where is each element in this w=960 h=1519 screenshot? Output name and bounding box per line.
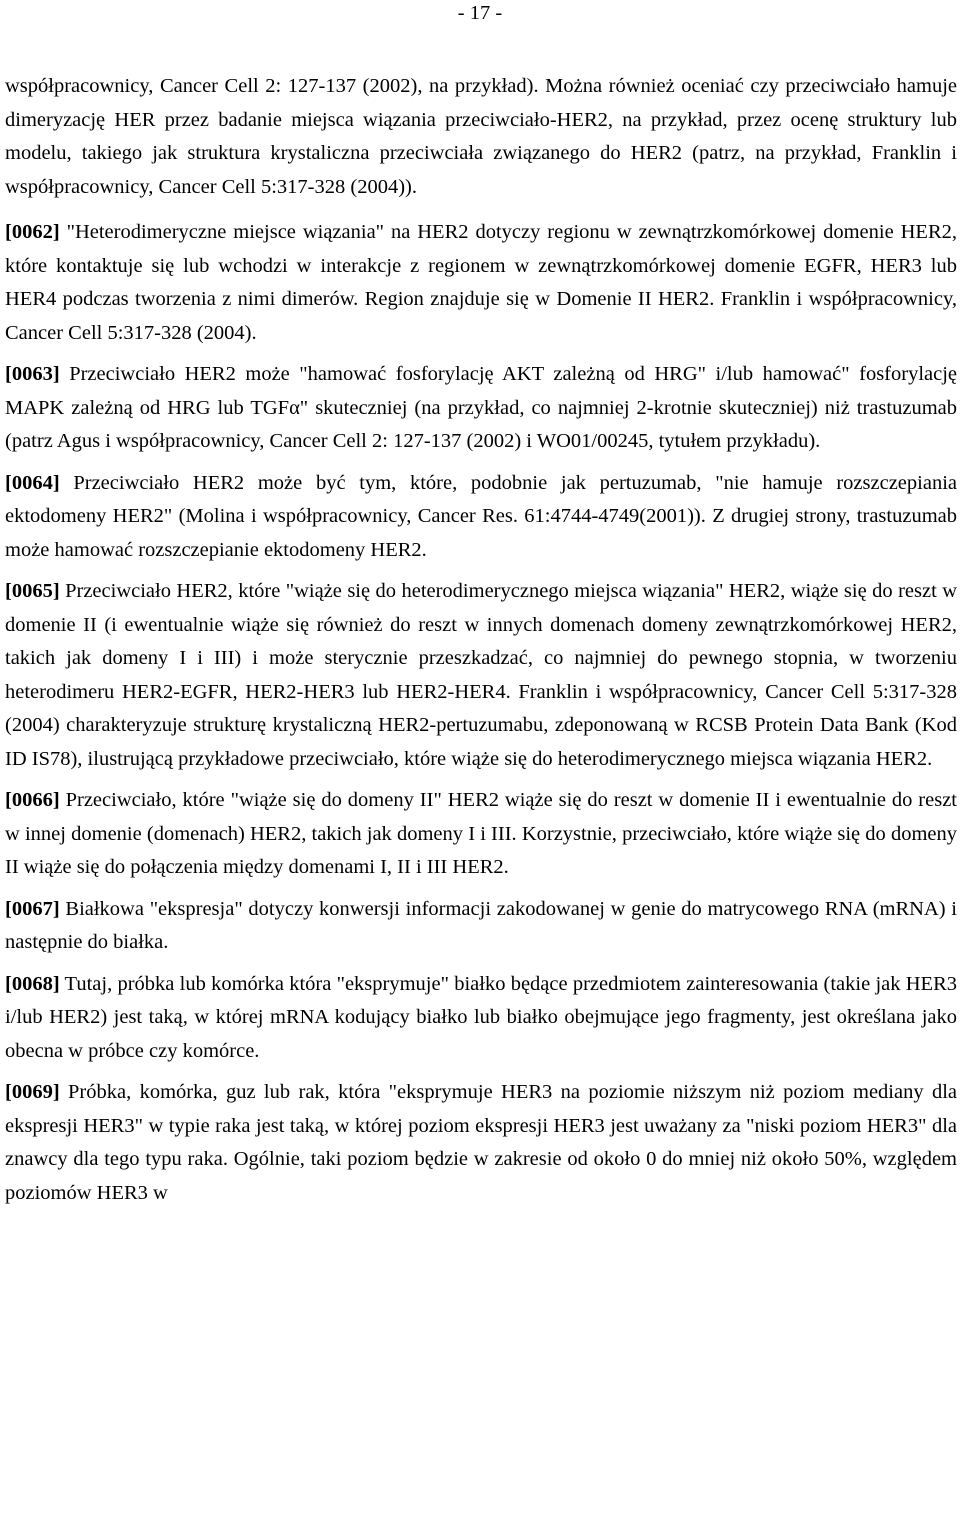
paragraph-text: Białkowa "ekspresja" dotyczy konwersji informacji zakodowanej w genie do matrycowego RNA (mRNA) i następnie do białka. <box>5 897 958 953</box>
paragraph-text: Przeciwciało HER2, które "wiąże się do heterodimerycznego miejsca wiązania" HER2, wiąże się do reszt w domenie II (i ewentualnie wiąże się również do reszt w innych domenach domeny zewnątrzkomórkowej HER2, takich jak domeny I i III) i może sterycznie przeszkadzać, co najmniej do pewnego stopnia, w tworzeniu heterodimeru HER2-EGFR, HER2-HER3 lub HER2-HER4. Franklin i współpracownicy, Cancer Cell 5:317-328 (2004) charakteryzuje strukturę krystaliczną HER2-pertuzumabu, zdeponowaną w RCSB Protein Data Bank (Kod ID IS78), ilustrującą przykładowe przeciwciało, które wiąże się do heterodimerycznego miejsca wiązania HER2. <box>5 580 957 770</box>
paragraph-0066 <box>5 784 957 885</box>
paragraph-text: Próbka, komórka, guz lub rak, która "eksprymuje HER3 na poziomie niższym niż poziom mediany dla ekspresji HER3" w typie raka jest taką, w której poziom ekspresji HER3 jest uważany za "niski poziom HER3" dla znawcy dla tego typu raka. Ogólnie, taki poziom będzie w zakresie od około 0 do mniej niż około 50%, względem poziomów HER3 w <box>5 1081 958 1204</box>
paragraph-text: Tutaj, próbka lub komórka która "eksprymuje" białko będące przedmiotem zainteresowania (takie jak HER3 i/lub HER2) jest taką, w której mRNA kodujący białko lub białko obejmujące jego fragmenty, jest określana jako obecna w próbce czy komórce. <box>5 972 957 1062</box>
paragraph-0067 <box>5 893 957 960</box>
paragraph-number: [0068] <box>5 972 60 995</box>
paragraph-0063 <box>5 358 957 459</box>
paragraph-number: [0062] <box>5 221 60 243</box>
paragraph-number: [0063] <box>5 363 60 385</box>
paragraph-number: [0064] <box>5 471 60 494</box>
paragraph-number: [0065] <box>5 580 60 602</box>
paragraph-text: Przeciwciało HER2 może "hamować fosforylację AKT zależną od HRG" i/lub hamować" fosforylację MAPK zależną od HRG lub TGFα" skuteczniej (na przykład, co najmniej 2-krotnie skuteczniej) niż trastuzumab (patrz Agus i współpracownicy, Cancer Cell 2: 127-137 (2002) i WO01/00245, tytułem przykładu). <box>5 363 958 452</box>
body-text <box>5 70 957 1218</box>
paragraph-text: Przeciwciało, które "wiąże się do domeny II" HER2 wiąże się do reszt w domenie II i ewentualnie do reszt w innej domenie (domenach) HER2, takich jak domeny I i III. Korzystnie, przeciwciało, które wiąże się do domeny II wiąże się do połączenia między domenami I, II i III HER2. <box>5 789 958 878</box>
paragraph-text: "Heterodimeryczne miejsce wiązania" na HER2 dotyczy regionu w zewnątrzkomórkowej domenie HER2, które kontaktuje się lub wchodzi w interakcje z regionem w zewnątrzkomórkowej domenie EGFR, HER3 lub HER4 podczas tworzenia z nimi dimerów. Region znajduje się w Domenie II HER2. Franklin i współpracownicy, Cancer Cell 5:317-328 (2004). <box>5 221 957 344</box>
paragraph-number: [0066] <box>5 789 60 811</box>
paragraph-number: [0069] <box>5 1081 60 1103</box>
paragraph-0065 <box>5 575 957 776</box>
paragraph-number: [0067] <box>5 897 60 920</box>
paragraph-continuation <box>5 70 957 204</box>
paragraph-text: Przeciwciało HER2 może być tym, które, podobnie jak pertuzumab, "nie hamuje rozszczepiania ektodomeny HER2" (Molina i współpracownicy, Cancer Res. 61:4744-4749(2001)). Z drugiej strony, trastuzumab może hamować rozszczepianie ektodomeny HER2. <box>5 471 957 561</box>
page-number: - 17 - <box>457 2 503 24</box>
paragraph-0068 <box>5 968 957 1069</box>
paragraph-0062 <box>5 216 957 350</box>
paragraph-0069 <box>5 1076 957 1210</box>
paragraph-text: współpracownicy, Cancer Cell 2: 127-137 (2002), na przykład). Można również oceniać czy przeciwciało hamuje dimeryzację HER przez badanie miejsca wiązania przeciwciało-HER2, na przykład, przez ocenę struktury lub modelu, takiego jak struktura krystaliczna przeciwciała związanego do HER2 (patrz, na przykład, Franklin i współpracownicy, Cancer Cell 5:317-328 (2004)). <box>5 75 957 198</box>
paragraph-0064 <box>5 467 957 568</box>
